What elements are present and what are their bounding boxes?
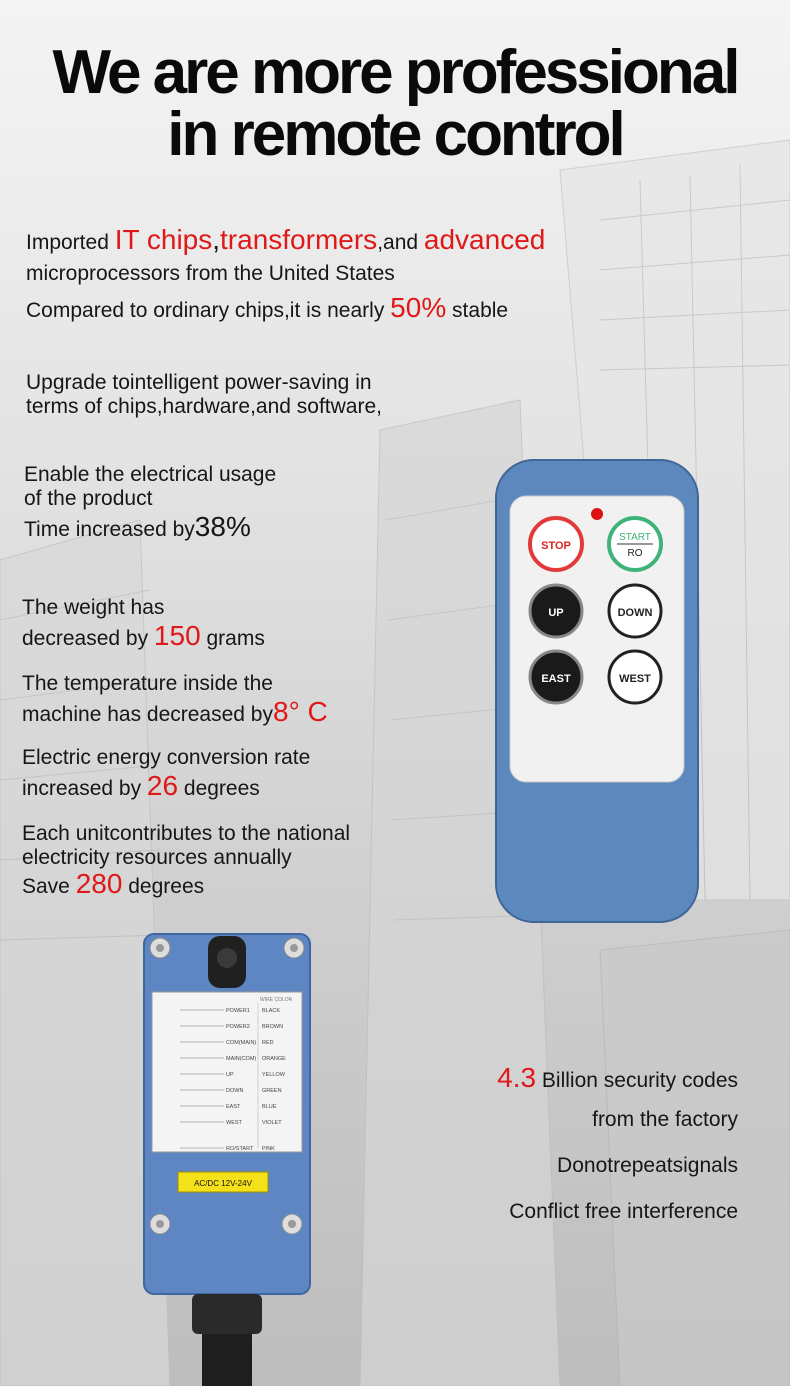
temperature-line-2 bbox=[22, 696, 328, 727]
chips-sep-1: , bbox=[212, 224, 221, 255]
headline-line-1: We are more professional bbox=[52, 38, 738, 107]
conversion-value: 26 bbox=[146, 770, 179, 801]
security-line-1 bbox=[378, 1062, 738, 1093]
chips-line-1 bbox=[26, 224, 546, 255]
up-button-label: UP bbox=[548, 607, 564, 619]
handheld-remote bbox=[492, 456, 702, 926]
voltage-label: AC/DC 12V-24V bbox=[194, 1179, 252, 1188]
wire-function: WEST bbox=[226, 1120, 242, 1126]
upgrade-line-1: Upgrade tointelligent power-saving in bbox=[26, 371, 372, 394]
chips-stable-percent: 50% bbox=[390, 292, 447, 323]
wire-color: BLUE bbox=[262, 1104, 277, 1110]
wire-color: RED bbox=[262, 1040, 274, 1046]
chips-line-2: microprocessors from the United States bbox=[26, 262, 395, 285]
headline bbox=[0, 38, 790, 169]
resources-line-1: Each unitcontributes to the national bbox=[22, 822, 351, 845]
start-button-label: START bbox=[619, 532, 651, 543]
resources-line-3 bbox=[22, 868, 205, 899]
security-line-4: Conflict free interference bbox=[509, 1200, 738, 1223]
conversion-line-2 bbox=[22, 770, 260, 801]
wire-function: POWER1 bbox=[226, 1008, 250, 1014]
usage-line-3 bbox=[24, 511, 251, 542]
wire-color: BLACK bbox=[262, 1008, 281, 1014]
weight-line-2-post: grams bbox=[200, 627, 265, 650]
chips-sep-2: ,and bbox=[377, 231, 424, 254]
up-button[interactable] bbox=[530, 585, 582, 637]
wire-color: ORANGE bbox=[262, 1056, 286, 1062]
start-button[interactable] bbox=[609, 518, 661, 570]
wire-function: DOWN bbox=[226, 1088, 244, 1094]
conversion-line-2-pre: increased by bbox=[22, 777, 147, 800]
wire-function: MAIN(COM) bbox=[226, 1056, 257, 1062]
security-line-3: Donotrepeatsignals bbox=[557, 1154, 738, 1177]
stop-button[interactable] bbox=[530, 518, 582, 570]
weight-value: 150 bbox=[153, 620, 201, 651]
resources-line-3-post: degrees bbox=[122, 875, 205, 898]
chips-highlight-advanced: advanced bbox=[423, 224, 546, 255]
conversion-line-2-post: degrees bbox=[178, 777, 260, 800]
screw-icon bbox=[282, 1214, 302, 1234]
stop-button-label: STOP bbox=[541, 540, 571, 552]
wire-color: YELLOW bbox=[262, 1072, 285, 1078]
usage-line-3-text: Time increased by bbox=[24, 518, 195, 541]
screw-icon bbox=[150, 1214, 170, 1234]
weight-line-1: The weight has bbox=[22, 596, 165, 619]
resources-value: 280 bbox=[75, 868, 123, 899]
chips-highlight-transformers: transformers bbox=[220, 224, 378, 255]
west-button-label: WEST bbox=[619, 673, 651, 685]
wire-function: POWER2 bbox=[226, 1024, 250, 1030]
wire-color: BROWN bbox=[262, 1024, 284, 1030]
wire-function: COM(MAIN) bbox=[226, 1040, 257, 1046]
resources-line-3-pre: Save bbox=[22, 875, 76, 898]
wire-function: UP bbox=[226, 1072, 234, 1078]
chips-line-3-text: Compared to ordinary chips,it is nearly bbox=[26, 299, 391, 322]
security-line-1-post: Billion security codes bbox=[536, 1069, 738, 1092]
ro-button-label: RO bbox=[627, 548, 643, 559]
security-line-2: from the factory bbox=[592, 1108, 738, 1131]
weight-line-2-pre: decreased by bbox=[22, 627, 154, 650]
screw-icon bbox=[284, 938, 304, 958]
led-indicator bbox=[591, 508, 603, 520]
resources-line-2: electricity resources annually bbox=[22, 846, 292, 869]
wire-color: GREEN bbox=[262, 1088, 282, 1094]
usage-line-1: Enable the electrical usage bbox=[24, 463, 277, 486]
down-button-label: DOWN bbox=[617, 607, 653, 619]
wire-function: EAST bbox=[226, 1104, 241, 1110]
chips-line-3-post: stable bbox=[446, 299, 509, 322]
east-button[interactable] bbox=[530, 651, 582, 703]
chips-highlight-it: IT chips bbox=[114, 224, 213, 255]
receiver-unit bbox=[140, 928, 316, 1386]
temperature-value: 8° C bbox=[273, 696, 328, 727]
temperature-line-2-pre: machine has decreased by bbox=[22, 703, 273, 726]
upgrade-line-2: terms of chips,hardware,and software, bbox=[26, 395, 382, 418]
down-button[interactable] bbox=[609, 585, 661, 637]
cable-gland bbox=[192, 1294, 262, 1334]
west-button[interactable] bbox=[609, 651, 661, 703]
security-codes-value: 4.3 bbox=[497, 1062, 537, 1093]
usage-percent: 38% bbox=[194, 511, 251, 542]
temperature-line-1: The temperature inside the bbox=[22, 672, 273, 695]
headline-line-2: in remote control bbox=[167, 100, 623, 169]
wire-function: RO/START bbox=[226, 1146, 254, 1152]
conversion-line-1: Electric energy conversion rate bbox=[22, 746, 311, 769]
east-button-label: EAST bbox=[541, 673, 571, 685]
chips-line-3 bbox=[26, 292, 509, 323]
wire-color: VIOLET bbox=[262, 1120, 282, 1126]
chips-pre: Imported bbox=[26, 231, 115, 254]
screw-icon bbox=[150, 938, 170, 958]
wire-color-header: WIRE COLOR bbox=[260, 997, 293, 1003]
usage-line-2: of the product bbox=[24, 487, 153, 510]
weight-line-2 bbox=[22, 620, 265, 651]
wire-color: PINK bbox=[262, 1146, 275, 1152]
